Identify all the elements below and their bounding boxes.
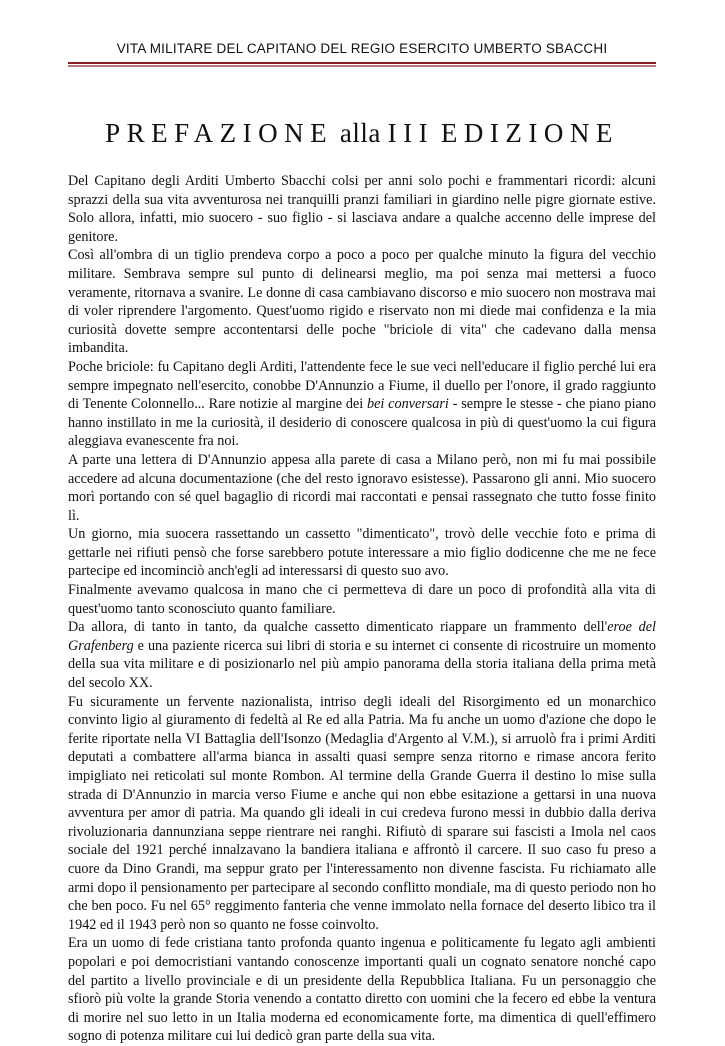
header-rule-dark (68, 62, 656, 64)
body-text (68, 172, 656, 1046)
paragraph-2: Così all'ombra di un tiglio prendeva corpo a poco a poco per qualche minuto la figura del vecchio militare. Sembrava sempre sul punto di delinearsi meglio, ma poi senza mai mettersi a fuoco veramente, ritornava a svanire. Le donne di casa cambiavano discorso e mio suocero non mostrava mai di voler riprendere l'argomento. Quest'uomo rigido e riservato non mi diede mai confidenza e la mia curiosità dovette sempre accontentarsi delle poche "briciole di vita" che cadevano dalla mensa imbandita. (68, 247, 656, 357)
paragraph-3-italic: bei conversari (367, 396, 449, 413)
paragraph-7 (68, 618, 656, 692)
paragraph-6: Finalmente avevamo qualcosa in mano che ci permetteva di dare un poco di profondità alla vita di quest'uomo tanto sconosciuto quanto familiare. (68, 582, 656, 617)
paragraph-9: Era un uomo di fede cristiana tanto profonda quanto ingenua e politicamente fu legato agli ambienti popolari e poi democristiani vantando conoscenze importanti quali un cognato senatore nonché capo del partito a livello provinciale e di un presidente della Repubblica Italiana. Fu un personaggio che sfiorò più volte la grande Storia venendo a contatto diretto con uomini che la fecero ed ebbe la ventura di morire nel suo letto in un Italia moderna ed economicamente forte, ma dimentica di quell'effimero sogno di potenza militare cui lui dedicò gran parte della sua vita. (68, 935, 656, 1045)
paragraph-8: Fu sicuramente un fervente nazionalista, intriso degli ideali del Risorgimento ed un monarchico convinto ligio al giuramento di fedeltà al Re ed alla Patria. Ma fu anche un uomo d'azione che dopo le ferite riportate nella VI Battaglia dell'Isonzo (Medaglia d'Argento al V.M.), si arruolò fra i primi Arditi deputati a combattere all'arma bianca in assalti quasi sempre senza ritorno e rimase ancora ferito impigliato nei reticolati sul monte Rombon. Al termine della Grande Guerra il destino lo mise sulla strada di D'Annunzio in marcia verso Fiume e anche qui non ebbe esitazione a gettarsi in una nuova avventura per amor di patria. Ma quando gli ideali in cui credeva furono messi in dubbio dalla deriva rivoluzionaria dannunziana seppe rientrare nei ranghi. Rifiutò di sparare sui fascisti a Imola nel caos sociale del 1921 perché innalzavano la bandiera italiana e affrontò il carcere. Il suo caso fu preso a cuore da Dino Grandi, ma seppur grato per l'interessamento non divenne fascista. Fu richiamato alle armi dopo il pensionamento per partecipare al secondo conflitto mondiale, ma di questo periodo non ho che ben poco. Fu nel 65° reggimento fanteria che venne immolato nella fornace del deserto libico tra il 1942 ed il 1943 però non so quanto ne fosse coinvolto. (68, 693, 656, 933)
title-word-edizione: EDIZIONE (440, 118, 619, 148)
header-rule-light (68, 65, 656, 67)
paragraph-7-text-b: e una paziente ricerca sui libri di storia e su internet ci consente di ricostruire un momento della sua vita militare e di posizionarlo nel più ampio panorama della storia italiana della prima metà del secolo XX. (68, 637, 656, 692)
paragraph-4: A parte una lettera di D'Annunzio appesa alla parete di casa a Milano però, non mi fu mai possibile accedere ad alcuna documentazione (che del resto ignoravo esistesse). Passarono gli anni. Mio suocero morì portando con sé quel bagaglio di ricordi mai raccontati e pensai rassegnato che tutto fosse finito lì. (68, 451, 656, 524)
running-header: VITA MILITARE DEL CAPITANO DEL REGIO ESERCITO UMBERTO SBACCHI (116, 41, 608, 56)
paragraph-3-text-b: - sempre le stesse - che piano piano hanno instillato in me la curiosità, il desiderio di conoscere qualcosa in più di quest'uomo la cui figura aleggiava evanescente fra noi. (68, 396, 656, 450)
title-word-alla: alla (339, 118, 381, 148)
page-title (68, 118, 656, 149)
paragraph-3-text-a: Poche briciole: fu Capitano degli Arditi, l'attendente fece le sue veci nell'educare il figlio perché lui era sempre impegnato nell'esercito, conobbe D'Annunzio a Fiume, il duello per l'onore, il grado raggiunto di Tenente Colonnello... Rare notizie al margine dei (68, 358, 656, 413)
title-word-prefazione: PREFAZIONE (105, 118, 334, 148)
paragraph-7-italic: eroe del Grafenberg (68, 619, 656, 654)
paragraph-1: Del Capitano degli Arditi Umberto Sbacchi colsi per anni solo pochi e frammentari ricordi: alcuni sprazzi della sua vita avventurosa nei tranquilli pranzi familiari in giardino nelle pigre giornate estive. Solo allora, infatti, mio suocero - suo figlio - si lasciava andare a qualche accenno delle imprese del genitore. (68, 173, 656, 245)
paragraph-3 (68, 358, 656, 451)
title-word-iii: III (387, 118, 435, 148)
paragraph-5: Un giorno, mia suocera rassettando un cassetto "dimenticato", trovò delle vecchie foto e prima di gettarle nei rifiuti pensò che forse sarebbero potute interessare a mio figlio dodicenne che me ne fece partecipe ed incominciò anch'egli ad interessarsi di questo suo avo. (68, 526, 656, 580)
paragraph-7-text-a: Da allora, di tanto in tanto, da qualche cassetto dimenticato riappare un frammento dell' (68, 619, 608, 636)
